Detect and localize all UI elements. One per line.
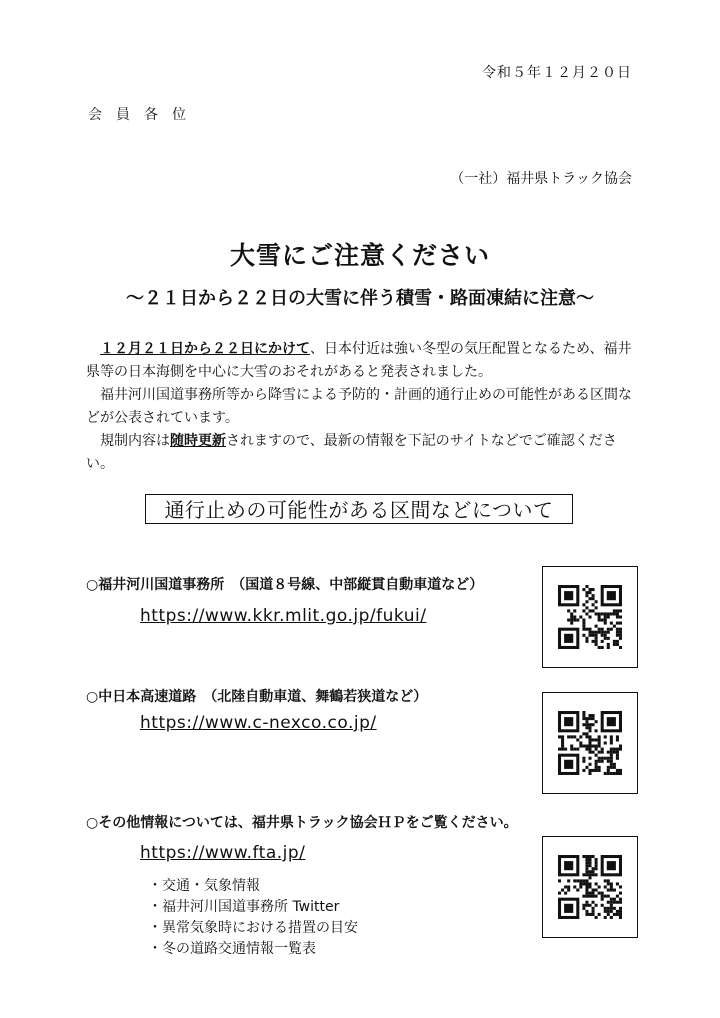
boxed-heading: 通行止めの可能性がある区間などについて xyxy=(145,494,573,524)
paragraph-3-post: されますので、最新の情報を下記のサイトなどでご確認ください。 xyxy=(86,433,617,472)
document-date: 令和５年１２月２０日 xyxy=(482,65,632,81)
page-subtitle: ～２１日から２２日の大雪に伴う積雪・路面凍結に注意～ xyxy=(126,288,594,309)
fta-link[interactable]: https://www.fta.jp/ xyxy=(140,843,306,863)
qr-code-kkr xyxy=(542,566,638,668)
body-text xyxy=(86,338,642,476)
addressee: 会員各位 xyxy=(88,107,200,123)
qr-code-icon xyxy=(558,585,622,649)
section-head-kkr: ○福井河川国道事務所 （国道８号線、中部縦貫自動車道など） xyxy=(86,577,484,593)
qr-code-nexco xyxy=(542,692,638,794)
list-item: ・冬の道路交通情報一覧表 xyxy=(148,941,316,957)
info-list xyxy=(148,876,358,960)
kkr-link[interactable]: https://www.kkr.mlit.go.jp/fukui/ xyxy=(140,606,427,626)
qr-code-icon xyxy=(558,711,622,775)
page-title: 大雪にご注意ください xyxy=(229,241,490,270)
update-emphasis: 随時更新 xyxy=(170,433,226,449)
sender: （一社）福井県トラック協会 xyxy=(450,171,632,187)
paragraph-3 xyxy=(86,430,642,476)
list-item: ・福井河川国道事務所 Twitter xyxy=(148,899,340,915)
list-item: ・異常気象時における措置の目安 xyxy=(148,920,358,936)
section-head-fta: ○その他情報については、福井県トラック協会ＨＰをご覧ください。 xyxy=(86,815,518,831)
paragraph-2: 福井河川国道事務所等から降雪による予防的・計画的通行止めの可能性がある区間などが公表されています。 xyxy=(86,387,632,426)
qr-code-fta xyxy=(542,836,638,938)
qr-code-icon xyxy=(558,855,622,919)
date-emphasis: １２月２１日から２２日にかけて xyxy=(100,341,310,357)
nexco-link[interactable]: https://www.c-nexco.co.jp/ xyxy=(140,713,377,733)
list-item: ・交通・気象情報 xyxy=(148,878,260,894)
paragraph-1-text: 、日本付近は強い冬型の気圧配置となるため、福井県等の日本海側を中心に大雪のおそれがあると発表されました。 xyxy=(86,341,632,380)
paragraph-1 xyxy=(86,338,642,384)
section-head-nexco: ○中日本高速道路 （北陸自動車道、舞鶴若狭道など） xyxy=(86,689,428,705)
paragraph-3-pre: 規制内容は xyxy=(100,433,170,449)
